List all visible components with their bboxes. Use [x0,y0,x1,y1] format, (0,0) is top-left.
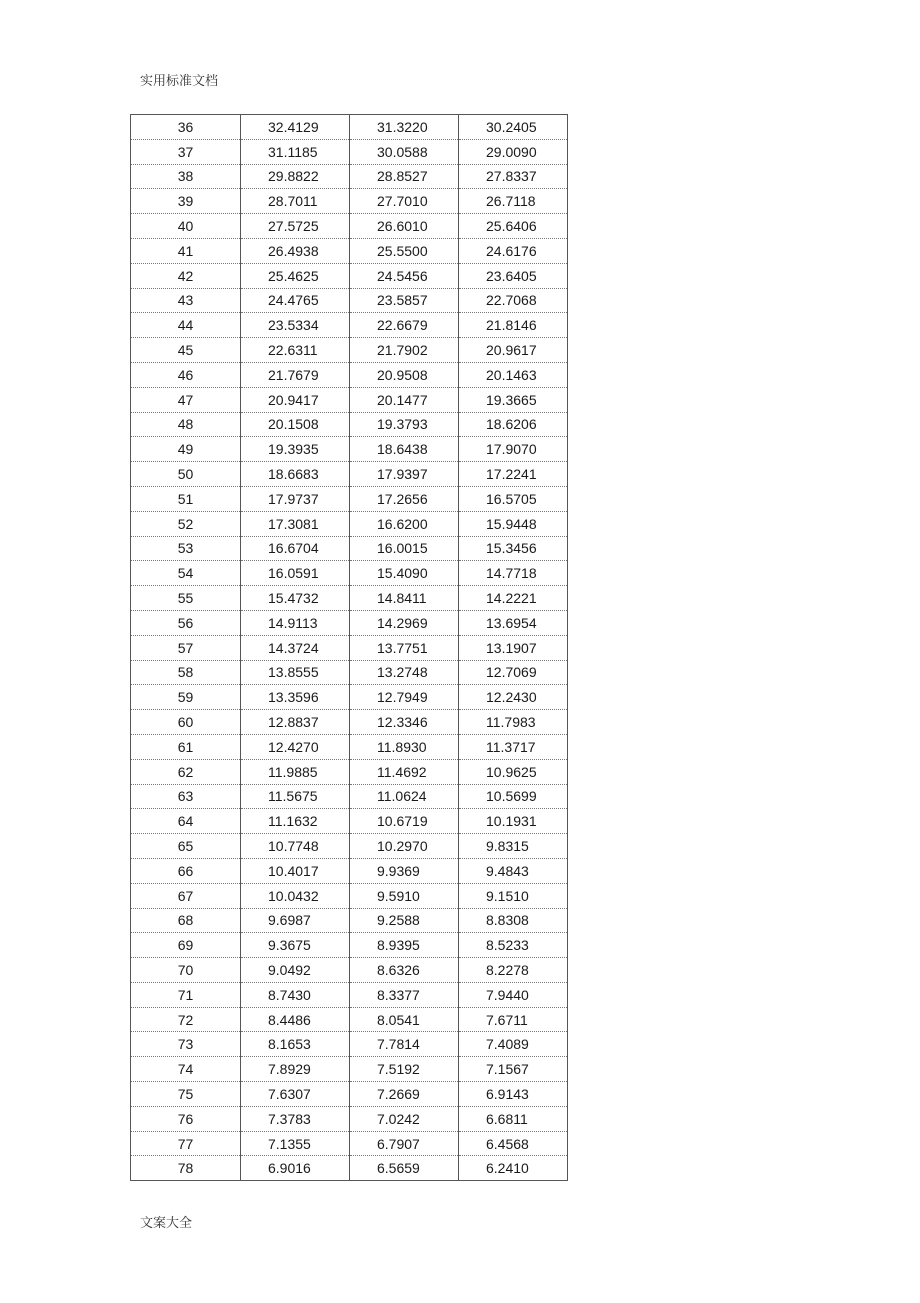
value-cell: 7.5192 [350,1057,459,1082]
row-index-cell: 77 [131,1131,241,1156]
table-row [131,685,568,710]
value-cell: 16.6200 [350,511,459,536]
row-index-cell: 59 [131,685,241,710]
value-cell: 12.3346 [350,710,459,735]
table-row [131,164,568,189]
value-cell: 6.9016 [241,1156,350,1181]
row-index-cell: 45 [131,338,241,363]
value-cell: 7.2669 [350,1082,459,1107]
value-cell: 7.7814 [350,1032,459,1057]
value-cell: 14.8411 [350,586,459,611]
row-index-cell: 70 [131,958,241,983]
value-cell: 9.8315 [459,834,568,859]
value-cell: 31.3220 [350,115,459,140]
value-cell: 24.4765 [241,288,350,313]
value-cell: 20.1477 [350,387,459,412]
value-cell: 17.3081 [241,511,350,536]
table-row [131,412,568,437]
value-cell: 30.0588 [350,139,459,164]
value-cell: 32.4129 [241,115,350,140]
table-row [131,1106,568,1131]
value-cell: 14.2221 [459,586,568,611]
table-row [131,511,568,536]
table-row [131,313,568,338]
value-cell: 9.2588 [350,908,459,933]
table-row [131,437,568,462]
value-cell: 12.2430 [459,685,568,710]
table-row [131,610,568,635]
row-index-cell: 47 [131,387,241,412]
row-index-cell: 66 [131,858,241,883]
value-cell: 15.4732 [241,586,350,611]
table-row [131,982,568,1007]
value-cell: 17.2241 [459,462,568,487]
table-row [131,1156,568,1181]
value-cell: 10.9625 [459,759,568,784]
value-cell: 8.6326 [350,958,459,983]
value-cell: 7.3783 [241,1106,350,1131]
table-row [131,858,568,883]
value-cell: 22.7068 [459,288,568,313]
row-index-cell: 41 [131,238,241,263]
value-cell: 8.3377 [350,982,459,1007]
table-row [131,214,568,239]
value-cell: 18.6438 [350,437,459,462]
value-cell: 21.7902 [350,338,459,363]
value-cell: 8.9395 [350,933,459,958]
value-cell: 29.8822 [241,164,350,189]
value-cell: 23.6405 [459,263,568,288]
value-cell: 14.3724 [241,635,350,660]
row-index-cell: 58 [131,660,241,685]
value-cell: 9.6987 [241,908,350,933]
row-index-cell: 39 [131,189,241,214]
row-index-cell: 52 [131,511,241,536]
row-index-cell: 53 [131,536,241,561]
value-cell: 6.4568 [459,1131,568,1156]
value-cell: 25.4625 [241,263,350,288]
value-cell: 11.8930 [350,734,459,759]
row-index-cell: 64 [131,809,241,834]
value-cell: 21.7679 [241,362,350,387]
value-cell: 7.6711 [459,1007,568,1032]
value-cell: 9.5910 [350,883,459,908]
table-row [131,536,568,561]
table-row [131,1032,568,1057]
value-cell: 19.3665 [459,387,568,412]
value-cell: 9.3675 [241,933,350,958]
value-cell: 16.6704 [241,536,350,561]
value-cell: 9.4843 [459,858,568,883]
value-cell: 17.2656 [350,486,459,511]
value-cell: 21.8146 [459,313,568,338]
value-cell: 24.5456 [350,263,459,288]
row-index-cell: 49 [131,437,241,462]
table-row [131,834,568,859]
table-row [131,288,568,313]
row-index-cell: 62 [131,759,241,784]
value-cell: 11.0624 [350,784,459,809]
row-index-cell: 56 [131,610,241,635]
value-cell: 22.6679 [350,313,459,338]
value-cell: 8.4486 [241,1007,350,1032]
row-index-cell: 67 [131,883,241,908]
value-cell: 10.5699 [459,784,568,809]
value-cell: 20.1508 [241,412,350,437]
row-index-cell: 40 [131,214,241,239]
table-row [131,1007,568,1032]
value-cell: 18.6206 [459,412,568,437]
value-cell: 24.6176 [459,238,568,263]
value-cell: 26.4938 [241,238,350,263]
value-cell: 27.5725 [241,214,350,239]
value-cell: 10.0432 [241,883,350,908]
value-cell: 12.4270 [241,734,350,759]
value-cell: 14.2969 [350,610,459,635]
row-index-cell: 46 [131,362,241,387]
value-cell: 13.6954 [459,610,568,635]
value-cell: 6.5659 [350,1156,459,1181]
value-cell: 6.2410 [459,1156,568,1181]
value-cell: 8.0541 [350,1007,459,1032]
value-cell: 29.0090 [459,139,568,164]
table-row [131,561,568,586]
row-index-cell: 73 [131,1032,241,1057]
value-cell: 22.6311 [241,338,350,363]
page-header: 实用标准文档 [140,74,219,89]
row-index-cell: 38 [131,164,241,189]
table-row [131,933,568,958]
table-row [131,189,568,214]
value-cell: 6.9143 [459,1082,568,1107]
value-cell: 20.9617 [459,338,568,363]
value-cell: 7.8929 [241,1057,350,1082]
value-cell: 15.3456 [459,536,568,561]
value-cell: 16.0015 [350,536,459,561]
value-cell: 31.1185 [241,139,350,164]
table-row [131,115,568,140]
value-cell: 10.7748 [241,834,350,859]
row-index-cell: 61 [131,734,241,759]
table-row [131,1082,568,1107]
value-cell: 11.7983 [459,710,568,735]
value-cell: 13.1907 [459,635,568,660]
table-row [131,338,568,363]
table-row [131,462,568,487]
row-index-cell: 44 [131,313,241,338]
value-cell: 13.3596 [241,685,350,710]
row-index-cell: 57 [131,635,241,660]
value-cell: 6.7907 [350,1131,459,1156]
value-cell: 7.0242 [350,1106,459,1131]
value-cell: 7.9440 [459,982,568,1007]
value-cell: 25.5500 [350,238,459,263]
row-index-cell: 48 [131,412,241,437]
value-cell: 8.5233 [459,933,568,958]
table-row [131,710,568,735]
value-cell: 14.9113 [241,610,350,635]
row-index-cell: 75 [131,1082,241,1107]
value-cell: 25.6406 [459,214,568,239]
value-cell: 8.7430 [241,982,350,1007]
value-cell: 7.6307 [241,1082,350,1107]
value-cell: 10.6719 [350,809,459,834]
value-cell: 17.9737 [241,486,350,511]
value-cell: 27.7010 [350,189,459,214]
value-cell: 23.5334 [241,313,350,338]
table-row [131,809,568,834]
row-index-cell: 72 [131,1007,241,1032]
value-cell: 9.0492 [241,958,350,983]
table-row [131,1057,568,1082]
table-row [131,784,568,809]
value-cell: 19.3935 [241,437,350,462]
row-index-cell: 42 [131,263,241,288]
table-row [131,1131,568,1156]
value-cell: 18.6683 [241,462,350,487]
value-cell: 11.9885 [241,759,350,784]
page-footer: 文案大全 [140,1216,193,1231]
table-row [131,635,568,660]
value-cell: 10.1931 [459,809,568,834]
value-cell: 8.8308 [459,908,568,933]
table-row [131,958,568,983]
value-cell: 28.8527 [350,164,459,189]
value-cell: 20.9417 [241,387,350,412]
value-cell: 7.4089 [459,1032,568,1057]
row-index-cell: 69 [131,933,241,958]
value-cell: 12.7069 [459,660,568,685]
table-row [131,263,568,288]
row-index-cell: 60 [131,710,241,735]
row-index-cell: 63 [131,784,241,809]
value-cell: 8.1653 [241,1032,350,1057]
value-cell: 26.6010 [350,214,459,239]
table-row [131,660,568,685]
table-row [131,362,568,387]
table-row [131,387,568,412]
value-cell: 11.3717 [459,734,568,759]
value-cell: 27.8337 [459,164,568,189]
value-cell: 26.7118 [459,189,568,214]
value-cell: 9.1510 [459,883,568,908]
row-index-cell: 65 [131,834,241,859]
row-index-cell: 43 [131,288,241,313]
value-cell: 28.7011 [241,189,350,214]
row-index-cell: 54 [131,561,241,586]
value-cell: 13.2748 [350,660,459,685]
value-cell: 17.9397 [350,462,459,487]
value-cell: 9.9369 [350,858,459,883]
row-index-cell: 36 [131,115,241,140]
value-cell: 23.5857 [350,288,459,313]
value-cell: 15.9448 [459,511,568,536]
value-cell: 12.8837 [241,710,350,735]
table-row [131,883,568,908]
value-cell: 10.4017 [241,858,350,883]
value-cell: 10.2970 [350,834,459,859]
value-cell: 7.1355 [241,1131,350,1156]
value-cell: 13.8555 [241,660,350,685]
row-index-cell: 55 [131,586,241,611]
value-cell: 20.1463 [459,362,568,387]
row-index-cell: 74 [131,1057,241,1082]
table-body [131,115,568,1181]
table-row [131,759,568,784]
row-index-cell: 71 [131,982,241,1007]
value-cell: 30.2405 [459,115,568,140]
value-cell: 16.5705 [459,486,568,511]
value-cell: 16.0591 [241,561,350,586]
row-index-cell: 78 [131,1156,241,1181]
value-cell: 17.9070 [459,437,568,462]
value-cell: 11.5675 [241,784,350,809]
table-row [131,908,568,933]
row-index-cell: 68 [131,908,241,933]
value-cell: 19.3793 [350,412,459,437]
table-row [131,486,568,511]
value-cell: 11.4692 [350,759,459,784]
value-cell: 20.9508 [350,362,459,387]
row-index-cell: 76 [131,1106,241,1131]
data-table [130,114,568,1181]
value-cell: 11.1632 [241,809,350,834]
table-row [131,734,568,759]
table-row [131,586,568,611]
table-row [131,238,568,263]
value-cell: 14.7718 [459,561,568,586]
row-index-cell: 37 [131,139,241,164]
value-cell: 6.6811 [459,1106,568,1131]
value-cell: 7.1567 [459,1057,568,1082]
value-cell: 13.7751 [350,635,459,660]
value-cell: 12.7949 [350,685,459,710]
table-row [131,139,568,164]
row-index-cell: 50 [131,462,241,487]
value-cell: 8.2278 [459,958,568,983]
value-cell: 15.4090 [350,561,459,586]
row-index-cell: 51 [131,486,241,511]
